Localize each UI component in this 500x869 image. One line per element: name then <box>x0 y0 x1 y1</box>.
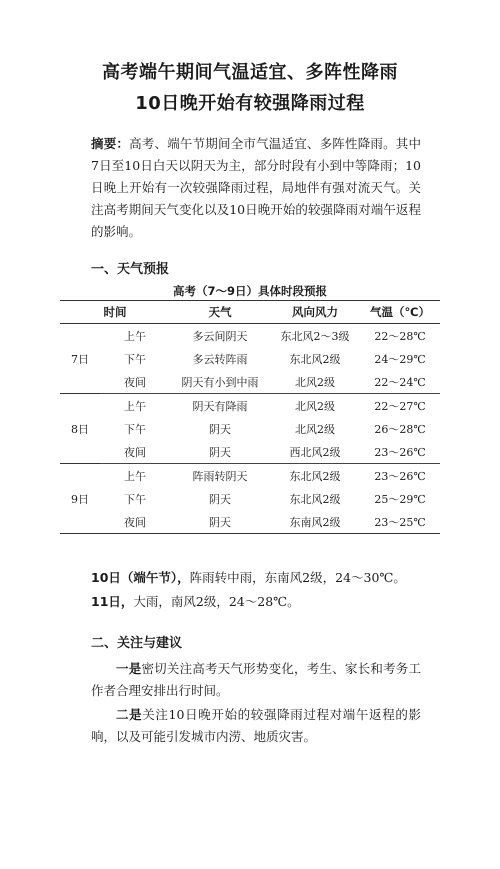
day-cell: 9日 <box>60 464 100 534</box>
note-day10-text: 阵雨转中雨，东南风2级，24～30℃。 <box>189 570 406 585</box>
period-cell: 上午 <box>100 394 170 418</box>
table-row <box>60 370 440 394</box>
weather-cell: 阴天 <box>209 492 231 506</box>
period-cell: 下午 <box>124 492 146 506</box>
period-cell: 夜间 <box>124 375 146 389</box>
wind-cell: 东北风2级 <box>270 464 360 488</box>
wind-cell: 北风2级 <box>270 394 360 418</box>
header-time: 时间 <box>60 301 170 324</box>
temp-cell: 22～28℃ <box>360 324 440 348</box>
abstract-label: 摘要： <box>91 136 130 151</box>
period-cell: 夜间 <box>100 510 170 534</box>
temp-cell: 23～26℃ <box>360 464 440 488</box>
forecast-table <box>60 300 440 534</box>
period-cell: 上午 <box>100 324 170 348</box>
advice-paragraph-2 <box>91 704 421 748</box>
note-day11-text: 大雨，南风2级，24～28℃。 <box>133 594 300 609</box>
temp-cell: 25～29℃ <box>374 492 426 506</box>
weather-cell: 阴天有小到中雨 <box>181 375 259 389</box>
wind-cell: 东北风2～3级 <box>270 324 360 348</box>
weather-cell: 阴天 <box>209 445 231 459</box>
advice-paragraph-1 <box>91 658 421 702</box>
header-temp: 气温（℃） <box>360 301 440 324</box>
wind-cell: 东北风2级 <box>289 352 341 366</box>
period-cell: 下午 <box>124 422 146 436</box>
temp-cell: 24～29℃ <box>374 352 426 366</box>
advice-2-label: 二是 <box>116 707 143 722</box>
table-title: 高考（7～9日）具体时段预报 <box>172 284 327 298</box>
weather-cell: 多云间阴天 <box>170 324 270 348</box>
weather-cell: 阴天有降雨 <box>170 394 270 418</box>
document-title-line1: 高考端午期间气温适宜、多阵性降雨 <box>102 62 398 83</box>
advice-1-label: 一是 <box>116 661 142 676</box>
table-row <box>60 440 440 464</box>
day-cell: 7日 <box>60 324 100 394</box>
temp-cell: 26～28℃ <box>374 422 426 436</box>
section-heading-forecast: 一、天气预报 <box>91 262 170 277</box>
section-heading-advice: 二、关注与建议 <box>91 636 183 651</box>
document-title-line2: 10日晚开始有较强降雨过程 <box>135 93 365 114</box>
table-row <box>60 347 440 370</box>
weather-cell: 多云转阵雨 <box>192 352 248 366</box>
period-cell: 上午 <box>100 464 170 488</box>
table-header-row <box>60 301 440 324</box>
note-day11-label: 11日， <box>91 594 134 609</box>
advice-1-text: 密切关注高考天气形势变化，考生、家长和考务工作者合理安排出行时间。 <box>91 661 421 698</box>
weather-cell: 阴天 <box>170 510 270 534</box>
day-cell: 8日 <box>60 394 100 464</box>
temp-cell: 23～26℃ <box>374 445 426 459</box>
abstract-paragraph <box>91 133 421 243</box>
forecast-note-day11 <box>91 592 421 610</box>
table-row <box>60 324 440 348</box>
weather-cell: 阵雨转阴天 <box>170 464 270 488</box>
weather-cell: 阴天 <box>209 422 231 436</box>
temp-cell: 22～24℃ <box>374 375 426 389</box>
table-row <box>60 464 440 488</box>
note-day10-label: 10日（端午节）， <box>91 570 190 585</box>
table-row <box>60 487 440 510</box>
temp-cell: 22～27℃ <box>360 394 440 418</box>
period-cell: 下午 <box>124 352 146 366</box>
advice-2-text: 关注10日晚开始的较强降雨过程对端午返程的影响，以及可能引发城市内涝、地质灾害。 <box>91 707 421 744</box>
table-row <box>60 394 440 418</box>
wind-cell: 北风2级 <box>295 422 335 436</box>
wind-cell: 北风2级 <box>295 375 335 389</box>
temp-cell: 23～25℃ <box>360 510 440 534</box>
table-row <box>60 510 440 534</box>
table-row <box>60 417 440 440</box>
header-wind: 风向风力 <box>270 301 360 324</box>
wind-cell: 东北风2级 <box>289 492 341 506</box>
period-cell: 夜间 <box>124 445 146 459</box>
header-weather: 天气 <box>170 301 270 324</box>
wind-cell: 东南风2级 <box>270 510 360 534</box>
forecast-note-day10 <box>91 568 421 586</box>
abstract-text: 高考、端午节期间全市气温适宜、多阵性降雨。其中7日至10日白天以阴天为主，部分时段有小到中等降雨；10日晚上开始有一次较强降雨过程，局地伴有强对流天气。关注高考期间天气变化以及10日晚开始的较强降雨对端午返程的影响。 <box>91 136 421 239</box>
wind-cell: 西北风2级 <box>289 445 341 459</box>
